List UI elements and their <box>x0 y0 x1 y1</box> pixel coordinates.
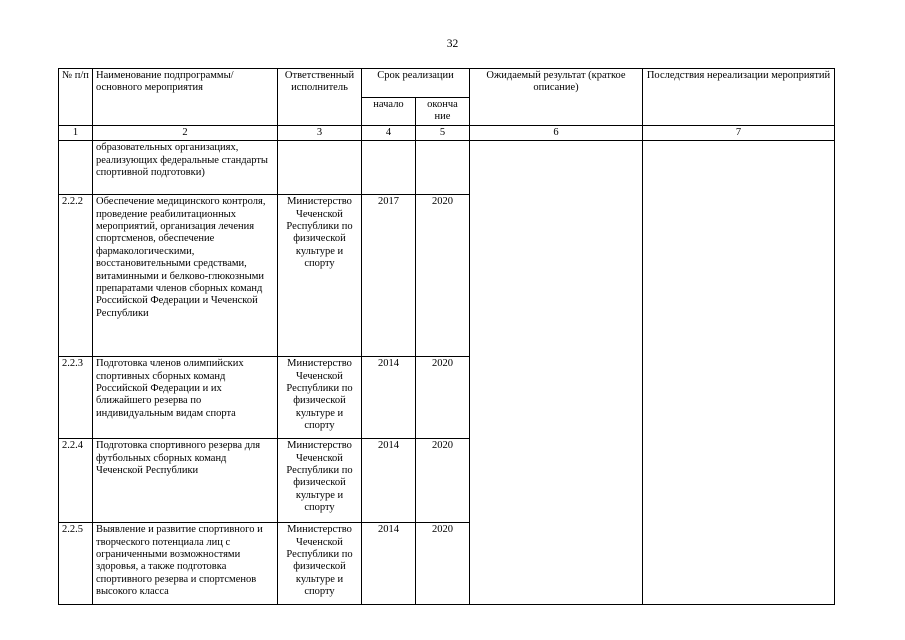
row-executor: Министерство Чеченской Республики по физической культуре и спорту <box>278 357 362 439</box>
row-num: 2.2.3 <box>59 357 93 439</box>
consequences-cell <box>643 141 835 605</box>
header-consequences: Последствия нереализации мероприятий <box>643 69 835 126</box>
header-start: начало <box>362 98 416 126</box>
row-num: 2.2.4 <box>59 439 93 523</box>
header-name: Наименование подпрограммы/ основного мероприятия <box>93 69 278 126</box>
row-executor: Министерство Чеченской Республики по физической культуре и спорту <box>278 523 362 605</box>
row-name: Подготовка членов олимпийских спортивных сборных команд Российской Федерации и их ближайшего резерва по индивидуальным видам спорта <box>93 357 278 439</box>
header-result: Ожидаемый результат (краткое описание) <box>470 69 643 126</box>
row-start: 2014 <box>362 439 416 523</box>
row-end <box>416 141 470 195</box>
column-number: 4 <box>362 125 416 140</box>
header-end: оконча ние <box>416 98 470 126</box>
row-end: 2020 <box>416 357 470 439</box>
row-executor: Министерство Чеченской Республики по физической культуре и спорту <box>278 195 362 357</box>
row-num: 2.2.5 <box>59 523 93 605</box>
continuation-text: образовательных организациях, реализующих федеральные стандарты спортивной подготовки) <box>93 141 278 195</box>
expected-result-cell <box>470 141 643 605</box>
row-start: 2017 <box>362 195 416 357</box>
row-start: 2014 <box>362 523 416 605</box>
row-executor <box>278 141 362 195</box>
row-start: 2014 <box>362 357 416 439</box>
header-num: № п/п <box>59 69 93 126</box>
row-end: 2020 <box>416 195 470 357</box>
row-start <box>362 141 416 195</box>
row-end: 2020 <box>416 523 470 605</box>
row-executor: Министерство Чеченской Республики по физической культуре и спорту <box>278 439 362 523</box>
column-number: 1 <box>59 125 93 140</box>
row-num <box>59 141 93 195</box>
column-number: 3 <box>278 125 362 140</box>
row-num: 2.2.2 <box>59 195 93 357</box>
column-number: 5 <box>416 125 470 140</box>
header-executor: Ответственный исполнитель <box>278 69 362 126</box>
header-period: Срок реализации <box>362 69 470 98</box>
measures-table <box>58 68 835 605</box>
row-name: Выявление и развитие спортивного и творческого потенциала лиц с ограниченными возможностями здоровья, а также подготовка спортивного резерва и спортсменов высокого класса <box>93 523 278 605</box>
column-number: 7 <box>643 125 835 140</box>
table-row <box>59 141 835 195</box>
page-number: 32 <box>446 38 459 50</box>
column-number: 6 <box>470 125 643 140</box>
row-name: Подготовка спортивного резерва для футбольных сборных команд Чеченской Республики <box>93 439 278 523</box>
row-name: Обеспечение медицинского контроля, проведение реабилитационных мероприятий, организация лечения спортсменов, обеспечение фармакологическими, восстановительными средствами, витаминными и белково-глюкозными препаратами членов сборных команд Российской Федерации и Чеченской Республики <box>93 195 278 357</box>
row-end: 2020 <box>416 439 470 523</box>
column-number: 2 <box>93 125 278 140</box>
